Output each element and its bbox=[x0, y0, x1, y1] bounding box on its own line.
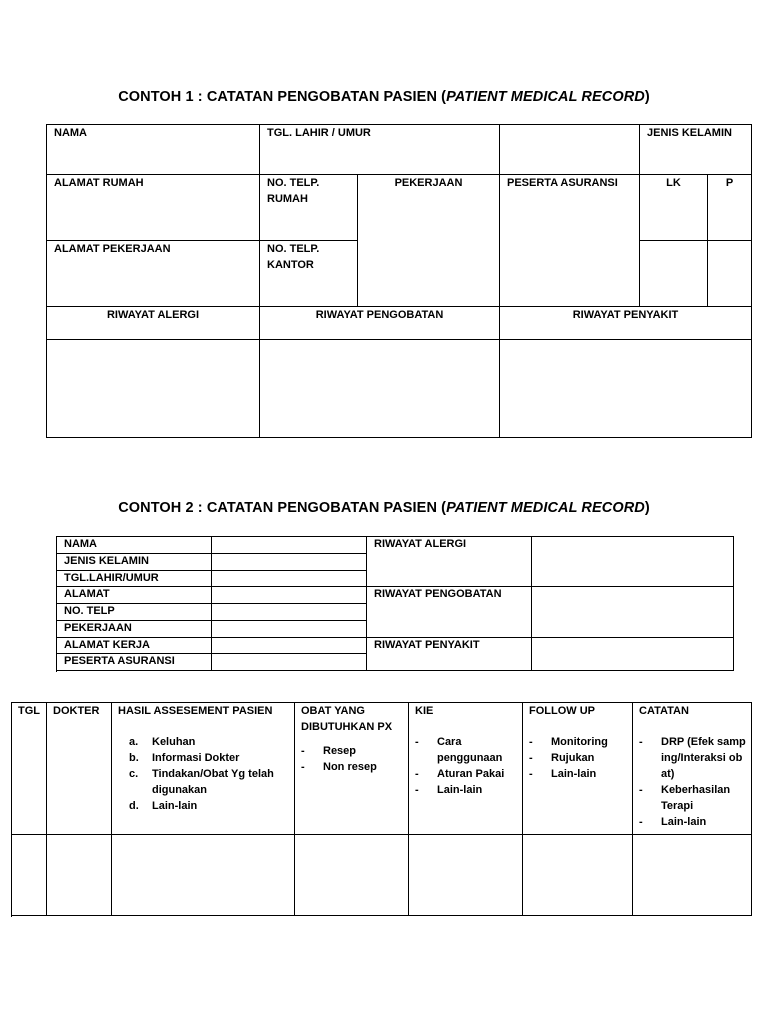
list-item bbox=[639, 782, 747, 814]
list-text: Tindakan/Obat Yg telah digunakan bbox=[152, 768, 274, 796]
title-suffix: ) bbox=[644, 89, 650, 105]
assessment-table bbox=[11, 702, 752, 917]
list-marker: d. bbox=[129, 800, 139, 812]
field-label-alamat-kerja: ALAMAT KERJA bbox=[57, 638, 212, 655]
list-marker: - bbox=[529, 736, 533, 748]
title-suffix: ) bbox=[644, 500, 650, 516]
follow-up-input[interactable] bbox=[523, 835, 633, 916]
riwayat-penyakit-label: RIWAYAT PENYAKIT bbox=[367, 638, 532, 672]
obat-list bbox=[301, 743, 404, 775]
list-text: DRP (Efek samping/Interaksi obat) bbox=[661, 736, 746, 780]
dokter-input[interactable] bbox=[47, 835, 112, 916]
list-marker: - bbox=[415, 784, 419, 796]
list-text: Keluhan bbox=[152, 736, 196, 748]
follow-up-header bbox=[523, 703, 633, 835]
field-input-jenis-kelamin[interactable] bbox=[212, 554, 367, 571]
kie-input[interactable] bbox=[409, 835, 523, 916]
nama-cell[interactable]: NAMA bbox=[47, 125, 260, 175]
peserta-asuransi-cell[interactable]: PESERTA ASURANSI bbox=[500, 175, 640, 307]
blank-input-cell[interactable] bbox=[500, 125, 640, 175]
field-label-jenis-kelamin: JENIS KELAMIN bbox=[57, 554, 212, 571]
list-item bbox=[415, 782, 518, 798]
field-input-tgl-lahir[interactable] bbox=[212, 571, 367, 588]
list-text: Resep bbox=[323, 745, 357, 757]
no-telp-rumah-cell[interactable]: NO. TELP. RUMAH bbox=[260, 175, 358, 241]
follow-up-list bbox=[529, 734, 628, 782]
p-cell[interactable]: P bbox=[708, 175, 752, 241]
example1-title bbox=[0, 89, 768, 105]
list-item bbox=[415, 766, 518, 782]
tgl-header: TGL bbox=[12, 703, 47, 835]
list-marker: c. bbox=[129, 768, 139, 780]
list-item bbox=[529, 766, 628, 782]
field-input-alamat-kerja[interactable] bbox=[212, 638, 367, 655]
list-text: Lain-lain bbox=[437, 784, 483, 796]
riwayat-pengobatan-input[interactable] bbox=[260, 340, 500, 438]
alamat-rumah-cell[interactable]: ALAMAT RUMAH bbox=[47, 175, 260, 241]
title-text: CONTOH 1 : CATATAN PENGOBATAN PASIEN ( bbox=[118, 89, 447, 105]
list-marker: - bbox=[415, 736, 419, 748]
list-item bbox=[415, 734, 518, 766]
catatan-title: CATATAN bbox=[639, 705, 689, 717]
list-item bbox=[639, 734, 747, 782]
list-item bbox=[118, 766, 290, 798]
field-label-tgl-lahir: TGL.LAHIR/UMUR bbox=[57, 571, 212, 588]
jenis-kelamin-cell[interactable]: JENIS KELAMIN bbox=[640, 125, 752, 175]
riwayat-pengobatan-input[interactable] bbox=[532, 587, 734, 637]
field-input-alamat[interactable] bbox=[212, 587, 367, 604]
list-item bbox=[118, 750, 290, 766]
list-text: Lain-lain bbox=[661, 816, 707, 828]
obat-input[interactable] bbox=[295, 835, 409, 916]
field-label-peserta-asuransi: PESERTA ASURANSI bbox=[57, 654, 212, 671]
list-text: Keberhasilan Terapi bbox=[661, 784, 731, 812]
dokter-header: DOKTER bbox=[47, 703, 112, 835]
riwayat-alergi-label: RIWAYAT ALERGI bbox=[367, 537, 532, 587]
riwayat-alergi-header: RIWAYAT ALERGI bbox=[47, 307, 260, 340]
field-label-pekerjaan: PEKERJAAN bbox=[57, 621, 212, 638]
kie-header bbox=[409, 703, 523, 835]
riwayat-pengobatan-label: RIWAYAT PENGOBATAN bbox=[367, 587, 532, 637]
list-text: Cara penggunaan bbox=[437, 736, 503, 764]
list-marker: b. bbox=[129, 752, 139, 764]
field-input-peserta-asuransi[interactable] bbox=[212, 654, 367, 671]
list-marker: - bbox=[301, 761, 305, 773]
obat-header bbox=[295, 703, 409, 835]
hasil-assesement-title: HASIL ASSESEMENT PASIEN bbox=[118, 705, 273, 717]
catatan-input[interactable] bbox=[633, 835, 752, 916]
list-marker: - bbox=[415, 768, 419, 780]
catatan-header bbox=[633, 703, 752, 835]
list-text: Lain-lain bbox=[152, 800, 198, 812]
riwayat-alergi-input[interactable] bbox=[47, 340, 260, 438]
list-text: Rujukan bbox=[551, 752, 595, 764]
list-marker: a. bbox=[129, 736, 139, 748]
riwayat-penyakit-input[interactable] bbox=[532, 638, 734, 672]
riwayat-penyakit-header: RIWAYAT PENYAKIT bbox=[500, 307, 752, 340]
title-text: CONTOH 2 : CATATAN PENGOBATAN PASIEN ( bbox=[118, 500, 447, 516]
no-telp-kantor-cell[interactable]: NO. TELP. KANTOR bbox=[260, 241, 358, 307]
follow-up-title: FOLLOW UP bbox=[529, 705, 595, 717]
list-marker: - bbox=[639, 784, 643, 796]
list-text: Non resep bbox=[323, 761, 377, 773]
list-item bbox=[529, 734, 628, 750]
list-text: Monitoring bbox=[551, 736, 608, 748]
list-text: Informasi Dokter bbox=[152, 752, 240, 764]
patient-record-table-1 bbox=[46, 124, 752, 438]
tgl-input[interactable] bbox=[12, 835, 47, 916]
list-marker: - bbox=[529, 768, 533, 780]
title-italic-text: PATIENT MEDICAL RECORD bbox=[446, 500, 645, 516]
field-input-pekerjaan[interactable] bbox=[212, 621, 367, 638]
hasil-assesement-input[interactable] bbox=[112, 835, 295, 916]
list-item bbox=[118, 734, 290, 750]
list-marker: - bbox=[639, 736, 643, 748]
list-item bbox=[118, 798, 290, 814]
field-input-no-telp[interactable] bbox=[212, 604, 367, 621]
field-label-no-telp: NO. TELP bbox=[57, 604, 212, 621]
p-checkbox-cell[interactable] bbox=[708, 241, 752, 307]
obat-title: OBAT YANG DIBUTUHKAN PX bbox=[301, 705, 393, 733]
list-item bbox=[639, 814, 747, 830]
list-text: Aturan Pakai bbox=[437, 768, 505, 780]
list-text: Lain-lain bbox=[551, 768, 597, 780]
tgl-lahir-umur-cell[interactable]: TGL. LAHIR / UMUR bbox=[260, 125, 500, 175]
list-item bbox=[301, 743, 404, 759]
catatan-list bbox=[639, 734, 747, 830]
lk-cell[interactable]: LK bbox=[640, 175, 708, 241]
field-label-alamat: ALAMAT bbox=[57, 587, 212, 604]
list-item bbox=[529, 750, 628, 766]
title-italic-text: PATIENT MEDICAL RECORD bbox=[446, 89, 645, 105]
riwayat-alergi-input[interactable] bbox=[532, 537, 734, 587]
list-marker: - bbox=[301, 745, 305, 757]
kie-list bbox=[415, 734, 518, 798]
hasil-assesement-list bbox=[118, 734, 290, 814]
list-item bbox=[301, 759, 404, 775]
riwayat-pengobatan-header: RIWAYAT PENGOBATAN bbox=[260, 307, 500, 340]
pekerjaan-cell[interactable]: PEKERJAAN bbox=[358, 175, 500, 307]
kie-title: KIE bbox=[415, 705, 434, 717]
list-marker: - bbox=[529, 752, 533, 764]
riwayat-penyakit-input[interactable] bbox=[500, 340, 752, 438]
field-input-nama[interactable] bbox=[212, 537, 367, 554]
patient-record-table-2 bbox=[56, 536, 734, 672]
alamat-pekerjaan-cell[interactable]: ALAMAT PEKERJAAN bbox=[47, 241, 260, 307]
hasil-assesement-header bbox=[112, 703, 295, 835]
example2-title bbox=[0, 500, 768, 516]
lk-checkbox-cell[interactable] bbox=[640, 241, 708, 307]
list-marker: - bbox=[639, 816, 643, 828]
field-label-nama: NAMA bbox=[57, 537, 212, 554]
